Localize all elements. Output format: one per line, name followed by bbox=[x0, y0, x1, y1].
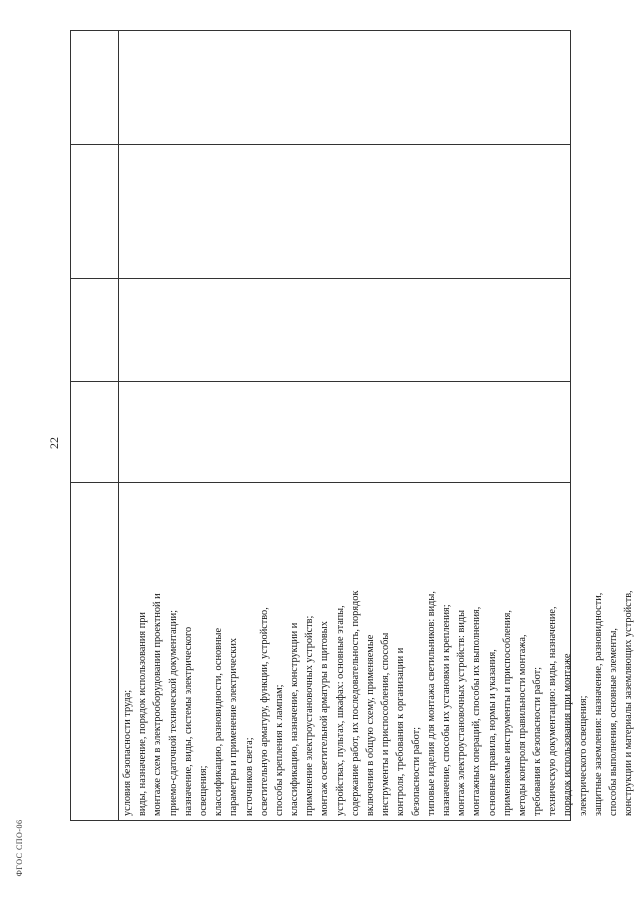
content-line: монтаже схем в электрооборудовании проектной и bbox=[152, 593, 164, 816]
content-line: способы выполнения, основные элементы, bbox=[608, 628, 619, 816]
content-line: порядок использования при монтаже bbox=[562, 653, 574, 816]
content-line: классификацию, разновидности, основные bbox=[213, 627, 225, 816]
content-line: назначение, способы их установки и крепления; bbox=[440, 604, 452, 816]
content-line: типовые изделия для монтажа светильников: виды, bbox=[425, 591, 437, 816]
rotated-text-block bbox=[118, 482, 635, 821]
table-column-divider bbox=[71, 144, 570, 145]
content-line: условия безопасности труда; bbox=[122, 689, 133, 816]
content-line: монтажных операций, способы их выполнения, bbox=[471, 606, 483, 816]
content-line: инструменты и приспособления, способы bbox=[380, 632, 392, 816]
content-line: источников света; bbox=[243, 737, 255, 816]
content-line: контроля, требования к организации и bbox=[395, 647, 407, 816]
content-line: требования к безопасности работ; bbox=[532, 667, 544, 816]
content-line: методы контроля правильности монтажа, bbox=[516, 634, 528, 816]
content-line: содержание работ, их последовательность, порядок bbox=[349, 590, 361, 816]
content-line: освещения; bbox=[197, 765, 209, 816]
content-line: параметры и применение электрических bbox=[228, 637, 240, 816]
content-line: защитные заземления: назначение, разновидности, bbox=[592, 592, 604, 816]
content-line: осветительную арматуру, функции, устройство, bbox=[258, 607, 270, 816]
footer-code: ФГОС СПО-06 bbox=[15, 819, 24, 877]
content-line: устройствах, пультах, шкафах: основные этапы, bbox=[334, 605, 346, 816]
content-line: классификацию, назначение, конструкции и bbox=[289, 622, 301, 816]
content-line: включения в общую схему, применяемые bbox=[365, 634, 376, 816]
table-column-divider bbox=[71, 278, 570, 279]
content-line: техническую документацию: виды, назначение, bbox=[547, 606, 559, 816]
content-line: применяемые инструменты и приспособления, bbox=[501, 610, 513, 816]
content-line: применение электроустановочных устройств; bbox=[304, 615, 316, 816]
content-line: приемо-сдаточной технической документации; bbox=[167, 610, 179, 816]
table-column-divider bbox=[71, 381, 570, 382]
content-line: монтаж осветительной арматуры в щитовых bbox=[319, 621, 331, 816]
content-line: безопасности работ; bbox=[410, 726, 422, 816]
content-line: монтаж электроустановочных устройств: виды bbox=[456, 609, 468, 816]
content-cell bbox=[118, 482, 635, 821]
content-line: назначение, виды, системы электрического bbox=[182, 626, 194, 816]
content-line: конструкции и материалы заземляющих устройств, bbox=[623, 590, 635, 816]
content-line: основные правила, нормы и указания, bbox=[486, 649, 498, 816]
content-line: виды, назначение, порядок использования при bbox=[137, 612, 149, 816]
page-number: 22 bbox=[47, 437, 61, 449]
content-line: электрического освещения; bbox=[577, 695, 589, 816]
content-line: способы крепления к лампам; bbox=[273, 684, 285, 816]
document-table bbox=[70, 30, 635, 821]
